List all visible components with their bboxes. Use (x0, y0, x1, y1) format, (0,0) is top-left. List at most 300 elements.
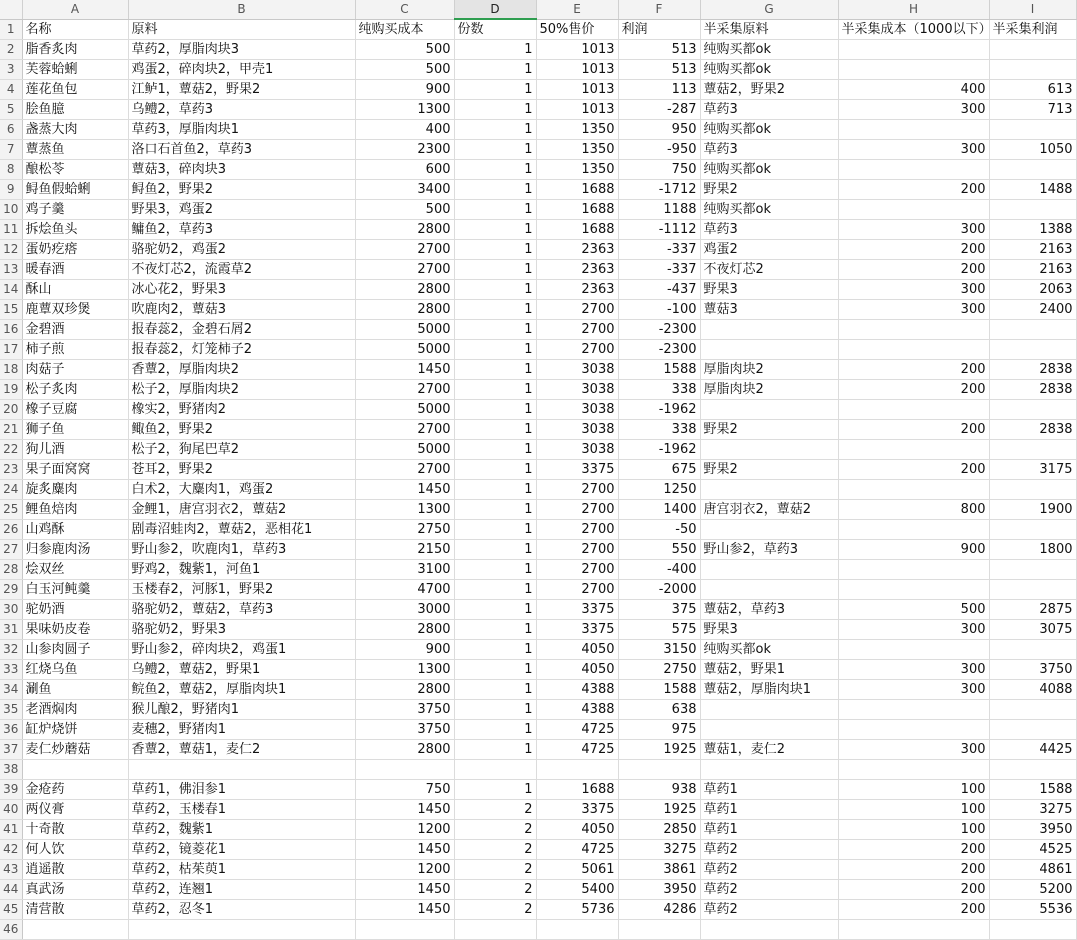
cell-d39[interactable]: 1 (454, 780, 536, 800)
cell-h29[interactable] (838, 580, 989, 600)
cell-c9[interactable]: 3400 (355, 180, 454, 200)
cell-i1[interactable]: 半采集利润 (989, 19, 1076, 40)
cell-b43[interactable]: 草药2，枯茱萸1 (128, 860, 355, 880)
cell-i4[interactable]: 613 (989, 80, 1076, 100)
cell-c8[interactable]: 600 (355, 160, 454, 180)
cell-g17[interactable] (700, 340, 838, 360)
cell-a8[interactable]: 酿松苓 (22, 160, 128, 180)
cell-i38[interactable] (989, 760, 1076, 780)
row-header[interactable]: 37 (0, 740, 22, 760)
cell-f26[interactable]: -50 (618, 520, 700, 540)
cell-e23[interactable]: 3375 (536, 460, 618, 480)
cell-f22[interactable]: -1962 (618, 440, 700, 460)
cell-i45[interactable]: 5536 (989, 900, 1076, 920)
cell-h25[interactable]: 800 (838, 500, 989, 520)
cell-c42[interactable]: 1450 (355, 840, 454, 860)
cell-c45[interactable]: 1450 (355, 900, 454, 920)
row-header[interactable]: 44 (0, 880, 22, 900)
cell-h15[interactable]: 300 (838, 300, 989, 320)
cell-d5[interactable]: 1 (454, 100, 536, 120)
cell-d30[interactable]: 1 (454, 600, 536, 620)
cell-a5[interactable]: 脍鱼臆 (22, 100, 128, 120)
cell-a35[interactable]: 老酒焖肉 (22, 700, 128, 720)
row-header[interactable]: 46 (0, 920, 22, 940)
cell-c34[interactable]: 2800 (355, 680, 454, 700)
cell-c27[interactable]: 2150 (355, 540, 454, 560)
cell-c38[interactable] (355, 760, 454, 780)
cell-e42[interactable]: 4725 (536, 840, 618, 860)
cell-f39[interactable]: 938 (618, 780, 700, 800)
cell-g13[interactable]: 不夜灯芯2 (700, 260, 838, 280)
cell-c3[interactable]: 500 (355, 60, 454, 80)
row-header[interactable]: 27 (0, 540, 22, 560)
cell-h10[interactable] (838, 200, 989, 220)
cell-c16[interactable]: 5000 (355, 320, 454, 340)
cell-b11[interactable]: 鳙鱼2，草药3 (128, 220, 355, 240)
cell-g41[interactable]: 草药1 (700, 820, 838, 840)
cell-a10[interactable]: 鸡子羹 (22, 200, 128, 220)
cell-d24[interactable]: 1 (454, 480, 536, 500)
cell-e21[interactable]: 3038 (536, 420, 618, 440)
cell-b34[interactable]: 鲩鱼2，蕈菇2，厚脂肉块1 (128, 680, 355, 700)
cell-a28[interactable]: 烩双丝 (22, 560, 128, 580)
cell-a18[interactable]: 肉菇子 (22, 360, 128, 380)
cell-f46[interactable] (618, 920, 700, 940)
cell-f27[interactable]: 550 (618, 540, 700, 560)
cell-g3[interactable]: 纯购买都ok (700, 60, 838, 80)
cell-f18[interactable]: 1588 (618, 360, 700, 380)
cell-h11[interactable]: 300 (838, 220, 989, 240)
cell-c20[interactable]: 5000 (355, 400, 454, 420)
cell-c36[interactable]: 3750 (355, 720, 454, 740)
cell-i40[interactable]: 3275 (989, 800, 1076, 820)
cell-i9[interactable]: 1488 (989, 180, 1076, 200)
cell-e34[interactable]: 4388 (536, 680, 618, 700)
row-header[interactable]: 43 (0, 860, 22, 880)
row-header[interactable]: 22 (0, 440, 22, 460)
cell-f41[interactable]: 2850 (618, 820, 700, 840)
cell-f25[interactable]: 1400 (618, 500, 700, 520)
cell-e33[interactable]: 4050 (536, 660, 618, 680)
cell-h3[interactable] (838, 60, 989, 80)
cell-b2[interactable]: 草药2，厚脂肉块3 (128, 40, 355, 60)
row-header[interactable]: 36 (0, 720, 22, 740)
cell-h20[interactable] (838, 400, 989, 420)
row-header[interactable]: 28 (0, 560, 22, 580)
cell-i26[interactable] (989, 520, 1076, 540)
cell-c41[interactable]: 1200 (355, 820, 454, 840)
cell-c33[interactable]: 1300 (355, 660, 454, 680)
cell-c21[interactable]: 2700 (355, 420, 454, 440)
cell-g32[interactable]: 纯购买都ok (700, 640, 838, 660)
cell-c14[interactable]: 2800 (355, 280, 454, 300)
cell-d12[interactable]: 1 (454, 240, 536, 260)
cell-c40[interactable]: 1450 (355, 800, 454, 820)
cell-c30[interactable]: 3000 (355, 600, 454, 620)
cell-a36[interactable]: 缸炉烧饼 (22, 720, 128, 740)
column-header-f[interactable]: F (618, 0, 700, 19)
cell-e1[interactable]: 50%售价 (536, 19, 618, 40)
cell-b5[interactable]: 乌鳢2，草药3 (128, 100, 355, 120)
cell-c5[interactable]: 1300 (355, 100, 454, 120)
cell-i7[interactable]: 1050 (989, 140, 1076, 160)
cell-a31[interactable]: 果味奶皮卷 (22, 620, 128, 640)
cell-h22[interactable] (838, 440, 989, 460)
cell-c4[interactable]: 900 (355, 80, 454, 100)
cell-e18[interactable]: 3038 (536, 360, 618, 380)
cell-h7[interactable]: 300 (838, 140, 989, 160)
cell-c32[interactable]: 900 (355, 640, 454, 660)
row-header[interactable]: 18 (0, 360, 22, 380)
cell-g34[interactable]: 蕈菇2，厚脂肉块1 (700, 680, 838, 700)
cell-g42[interactable]: 草药2 (700, 840, 838, 860)
column-header-h[interactable]: H (838, 0, 989, 19)
cell-b32[interactable]: 野山参2，碎肉块2，鸡蛋1 (128, 640, 355, 660)
cell-b26[interactable]: 剧毒沼蛙肉2，蕈菇2，恶相花1 (128, 520, 355, 540)
row-header[interactable]: 10 (0, 200, 22, 220)
cell-f34[interactable]: 1588 (618, 680, 700, 700)
cell-c1[interactable]: 纯购买成本 (355, 19, 454, 40)
cell-h46[interactable] (838, 920, 989, 940)
cell-g4[interactable]: 蕈菇2，野果2 (700, 80, 838, 100)
cell-f37[interactable]: 1925 (618, 740, 700, 760)
cell-f7[interactable]: -950 (618, 140, 700, 160)
cell-a29[interactable]: 白玉河鲀羹 (22, 580, 128, 600)
row-header[interactable]: 35 (0, 700, 22, 720)
cell-h6[interactable] (838, 120, 989, 140)
cell-d25[interactable]: 1 (454, 500, 536, 520)
cell-e26[interactable]: 2700 (536, 520, 618, 540)
row-header[interactable]: 19 (0, 380, 22, 400)
cell-d35[interactable]: 1 (454, 700, 536, 720)
cell-i30[interactable]: 2875 (989, 600, 1076, 620)
cell-c31[interactable]: 2800 (355, 620, 454, 640)
cell-b20[interactable]: 橡实2，野猪肉2 (128, 400, 355, 420)
cell-g27[interactable]: 野山参2，草药3 (700, 540, 838, 560)
cell-g18[interactable]: 厚脂肉块2 (700, 360, 838, 380)
cell-b39[interactable]: 草药1，佛泪参1 (128, 780, 355, 800)
cell-h13[interactable]: 200 (838, 260, 989, 280)
cell-e46[interactable] (536, 920, 618, 940)
cell-a40[interactable]: 两仪膏 (22, 800, 128, 820)
cell-d26[interactable]: 1 (454, 520, 536, 540)
cell-c23[interactable]: 2700 (355, 460, 454, 480)
cell-d4[interactable]: 1 (454, 80, 536, 100)
cell-c7[interactable]: 2300 (355, 140, 454, 160)
cell-h9[interactable]: 200 (838, 180, 989, 200)
cell-f23[interactable]: 675 (618, 460, 700, 480)
cell-i8[interactable] (989, 160, 1076, 180)
cell-c19[interactable]: 2700 (355, 380, 454, 400)
cell-b30[interactable]: 骆驼奶2，蕈菇2，草药3 (128, 600, 355, 620)
cell-f45[interactable]: 4286 (618, 900, 700, 920)
row-header[interactable]: 8 (0, 160, 22, 180)
row-header[interactable]: 21 (0, 420, 22, 440)
cell-h45[interactable]: 200 (838, 900, 989, 920)
cell-a41[interactable]: 十奇散 (22, 820, 128, 840)
cell-h19[interactable]: 200 (838, 380, 989, 400)
cell-a32[interactable]: 山参肉圆子 (22, 640, 128, 660)
cell-f3[interactable]: 513 (618, 60, 700, 80)
cell-b41[interactable]: 草药2，魏紫1 (128, 820, 355, 840)
cell-e15[interactable]: 2700 (536, 300, 618, 320)
cell-h14[interactable]: 300 (838, 280, 989, 300)
cell-d28[interactable]: 1 (454, 560, 536, 580)
cell-c35[interactable]: 3750 (355, 700, 454, 720)
row-header[interactable]: 17 (0, 340, 22, 360)
cell-b25[interactable]: 金鲤1，唐宫羽衣2，蕈菇2 (128, 500, 355, 520)
row-header[interactable]: 40 (0, 800, 22, 820)
cell-b3[interactable]: 鸡蛋2，碎肉块2，甲壳1 (128, 60, 355, 80)
row-header[interactable]: 2 (0, 40, 22, 60)
cell-a23[interactable]: 果子面窝窝 (22, 460, 128, 480)
cell-f40[interactable]: 1925 (618, 800, 700, 820)
cell-h24[interactable] (838, 480, 989, 500)
cell-a44[interactable]: 真武汤 (22, 880, 128, 900)
cell-g21[interactable]: 野果2 (700, 420, 838, 440)
cell-f8[interactable]: 750 (618, 160, 700, 180)
column-header-i[interactable]: I (989, 0, 1076, 19)
cell-d37[interactable]: 1 (454, 740, 536, 760)
cell-f9[interactable]: -1712 (618, 180, 700, 200)
cell-d17[interactable]: 1 (454, 340, 536, 360)
cell-g8[interactable]: 纯购买都ok (700, 160, 838, 180)
cell-b7[interactable]: 洛口石首鱼2，草药3 (128, 140, 355, 160)
cell-d18[interactable]: 1 (454, 360, 536, 380)
cell-g24[interactable] (700, 480, 838, 500)
row-header[interactable]: 45 (0, 900, 22, 920)
cell-i22[interactable] (989, 440, 1076, 460)
cell-d46[interactable] (454, 920, 536, 940)
cell-i33[interactable]: 3750 (989, 660, 1076, 680)
cell-a7[interactable]: 蕈蒸鱼 (22, 140, 128, 160)
cell-i34[interactable]: 4088 (989, 680, 1076, 700)
cell-c26[interactable]: 2750 (355, 520, 454, 540)
cell-a14[interactable]: 酥山 (22, 280, 128, 300)
cell-h35[interactable] (838, 700, 989, 720)
cell-h40[interactable]: 100 (838, 800, 989, 820)
cell-h39[interactable]: 100 (838, 780, 989, 800)
cell-c17[interactable]: 5000 (355, 340, 454, 360)
cell-e24[interactable]: 2700 (536, 480, 618, 500)
cell-h34[interactable]: 300 (838, 680, 989, 700)
cell-b8[interactable]: 蕈菇3，碎肉块3 (128, 160, 355, 180)
cell-h33[interactable]: 300 (838, 660, 989, 680)
select-all-corner[interactable] (0, 0, 22, 19)
cell-f19[interactable]: 338 (618, 380, 700, 400)
cell-g16[interactable] (700, 320, 838, 340)
cell-e22[interactable]: 3038 (536, 440, 618, 460)
cell-c6[interactable]: 400 (355, 120, 454, 140)
cell-d9[interactable]: 1 (454, 180, 536, 200)
cell-d6[interactable]: 1 (454, 120, 536, 140)
cell-a17[interactable]: 柿子煎 (22, 340, 128, 360)
cell-g23[interactable]: 野果2 (700, 460, 838, 480)
cell-h18[interactable]: 200 (838, 360, 989, 380)
row-header[interactable]: 16 (0, 320, 22, 340)
cell-a1[interactable]: 名称 (22, 19, 128, 40)
row-header[interactable]: 23 (0, 460, 22, 480)
cell-g39[interactable]: 草药1 (700, 780, 838, 800)
cell-g40[interactable]: 草药1 (700, 800, 838, 820)
cell-h37[interactable]: 300 (838, 740, 989, 760)
row-header[interactable]: 38 (0, 760, 22, 780)
cell-d34[interactable]: 1 (454, 680, 536, 700)
cell-i3[interactable] (989, 60, 1076, 80)
cell-a33[interactable]: 红烧乌鱼 (22, 660, 128, 680)
cell-e44[interactable]: 5400 (536, 880, 618, 900)
cell-f15[interactable]: -100 (618, 300, 700, 320)
cell-b19[interactable]: 松子2，厚脂肉块2 (128, 380, 355, 400)
cell-d33[interactable]: 1 (454, 660, 536, 680)
cell-e40[interactable]: 3375 (536, 800, 618, 820)
cell-h30[interactable]: 500 (838, 600, 989, 620)
cell-d36[interactable]: 1 (454, 720, 536, 740)
cell-i15[interactable]: 2400 (989, 300, 1076, 320)
cell-e29[interactable]: 2700 (536, 580, 618, 600)
cell-c39[interactable]: 750 (355, 780, 454, 800)
row-header[interactable]: 32 (0, 640, 22, 660)
cell-d10[interactable]: 1 (454, 200, 536, 220)
cell-c18[interactable]: 1450 (355, 360, 454, 380)
cell-e2[interactable]: 1013 (536, 40, 618, 60)
cell-b36[interactable]: 麦穗2，野猪肉1 (128, 720, 355, 740)
row-header[interactable]: 42 (0, 840, 22, 860)
cell-e17[interactable]: 2700 (536, 340, 618, 360)
cell-b9[interactable]: 鲟鱼2，野果2 (128, 180, 355, 200)
cell-g25[interactable]: 唐宫羽衣2，蕈菇2 (700, 500, 838, 520)
cell-f29[interactable]: -2000 (618, 580, 700, 600)
cell-f10[interactable]: 1188 (618, 200, 700, 220)
cell-e12[interactable]: 2363 (536, 240, 618, 260)
cell-a12[interactable]: 蛋奶疙瘩 (22, 240, 128, 260)
cell-a38[interactable] (22, 760, 128, 780)
cell-f14[interactable]: -437 (618, 280, 700, 300)
cell-d3[interactable]: 1 (454, 60, 536, 80)
row-header[interactable]: 41 (0, 820, 22, 840)
cell-b40[interactable]: 草药2，玉楼春1 (128, 800, 355, 820)
cell-c11[interactable]: 2800 (355, 220, 454, 240)
cell-b29[interactable]: 玉楼春2，河豚1，野果2 (128, 580, 355, 600)
cell-i31[interactable]: 3075 (989, 620, 1076, 640)
cell-f13[interactable]: -337 (618, 260, 700, 280)
cell-a45[interactable]: 清营散 (22, 900, 128, 920)
cell-a20[interactable]: 橡子豆腐 (22, 400, 128, 420)
cell-a21[interactable]: 狮子鱼 (22, 420, 128, 440)
cell-d32[interactable]: 1 (454, 640, 536, 660)
cell-b15[interactable]: 吹鹿肉2，蕈菇3 (128, 300, 355, 320)
cell-e36[interactable]: 4725 (536, 720, 618, 740)
cell-g19[interactable]: 厚脂肉块2 (700, 380, 838, 400)
cell-b46[interactable] (128, 920, 355, 940)
cell-a27[interactable]: 归参鹿肉汤 (22, 540, 128, 560)
cell-g26[interactable] (700, 520, 838, 540)
cell-g45[interactable]: 草药2 (700, 900, 838, 920)
cell-e43[interactable]: 5061 (536, 860, 618, 880)
cell-g28[interactable] (700, 560, 838, 580)
row-header[interactable]: 30 (0, 600, 22, 620)
row-header[interactable]: 6 (0, 120, 22, 140)
cell-i23[interactable]: 3175 (989, 460, 1076, 480)
row-header[interactable]: 39 (0, 780, 22, 800)
cell-e6[interactable]: 1350 (536, 120, 618, 140)
cell-h41[interactable]: 100 (838, 820, 989, 840)
cell-f11[interactable]: -1112 (618, 220, 700, 240)
cell-a11[interactable]: 拆烩鱼头 (22, 220, 128, 240)
cell-b45[interactable]: 草药2，忍冬1 (128, 900, 355, 920)
cell-f6[interactable]: 950 (618, 120, 700, 140)
cell-g33[interactable]: 蕈菇2，野果1 (700, 660, 838, 680)
cell-g5[interactable]: 草药3 (700, 100, 838, 120)
cell-d27[interactable]: 1 (454, 540, 536, 560)
cell-d22[interactable]: 1 (454, 440, 536, 460)
cell-h1[interactable]: 半采集成本（1000以下） (838, 19, 989, 40)
cell-a39[interactable]: 金疮药 (22, 780, 128, 800)
cell-h12[interactable]: 200 (838, 240, 989, 260)
cell-e4[interactable]: 1013 (536, 80, 618, 100)
cell-a13[interactable]: 暖春酒 (22, 260, 128, 280)
cell-d16[interactable]: 1 (454, 320, 536, 340)
cell-d42[interactable]: 2 (454, 840, 536, 860)
cell-d21[interactable]: 1 (454, 420, 536, 440)
cell-h26[interactable] (838, 520, 989, 540)
cell-f12[interactable]: -337 (618, 240, 700, 260)
cell-f17[interactable]: -2300 (618, 340, 700, 360)
cell-d8[interactable]: 1 (454, 160, 536, 180)
cell-g12[interactable]: 鸡蛋2 (700, 240, 838, 260)
cell-c44[interactable]: 1450 (355, 880, 454, 900)
cell-a6[interactable]: 盏蒸大肉 (22, 120, 128, 140)
cell-b44[interactable]: 草药2，连翘1 (128, 880, 355, 900)
cell-h4[interactable]: 400 (838, 80, 989, 100)
cell-c22[interactable]: 5000 (355, 440, 454, 460)
cell-i11[interactable]: 1388 (989, 220, 1076, 240)
cell-i42[interactable]: 4525 (989, 840, 1076, 860)
row-header[interactable]: 20 (0, 400, 22, 420)
cell-g29[interactable] (700, 580, 838, 600)
cell-g11[interactable]: 草药3 (700, 220, 838, 240)
cell-f43[interactable]: 3861 (618, 860, 700, 880)
cell-i39[interactable]: 1588 (989, 780, 1076, 800)
cell-d20[interactable]: 1 (454, 400, 536, 420)
cell-d40[interactable]: 2 (454, 800, 536, 820)
cell-e39[interactable]: 1688 (536, 780, 618, 800)
cell-b4[interactable]: 江鲈1，蕈菇2，野果2 (128, 80, 355, 100)
cell-f38[interactable] (618, 760, 700, 780)
cell-d13[interactable]: 1 (454, 260, 536, 280)
cell-e7[interactable]: 1350 (536, 140, 618, 160)
cell-h32[interactable] (838, 640, 989, 660)
cell-f35[interactable]: 638 (618, 700, 700, 720)
row-header[interactable]: 12 (0, 240, 22, 260)
cell-b27[interactable]: 野山参2，吹鹿肉1，草药3 (128, 540, 355, 560)
cell-b21[interactable]: 鲰鱼2，野果2 (128, 420, 355, 440)
cell-b38[interactable] (128, 760, 355, 780)
cell-c12[interactable]: 2700 (355, 240, 454, 260)
cell-b18[interactable]: 香蕈2，厚脂肉块2 (128, 360, 355, 380)
cell-b31[interactable]: 骆驼奶2，野果3 (128, 620, 355, 640)
row-header[interactable]: 24 (0, 480, 22, 500)
cell-c29[interactable]: 4700 (355, 580, 454, 600)
column-header-d[interactable]: D (454, 0, 536, 19)
cell-e11[interactable]: 1688 (536, 220, 618, 240)
cell-i14[interactable]: 2063 (989, 280, 1076, 300)
cell-a16[interactable]: 金碧酒 (22, 320, 128, 340)
row-header[interactable]: 11 (0, 220, 22, 240)
cell-b24[interactable]: 白术2，大麋肉1，鸡蛋2 (128, 480, 355, 500)
cell-d1[interactable]: 份数 (454, 19, 536, 40)
cell-d44[interactable]: 2 (454, 880, 536, 900)
